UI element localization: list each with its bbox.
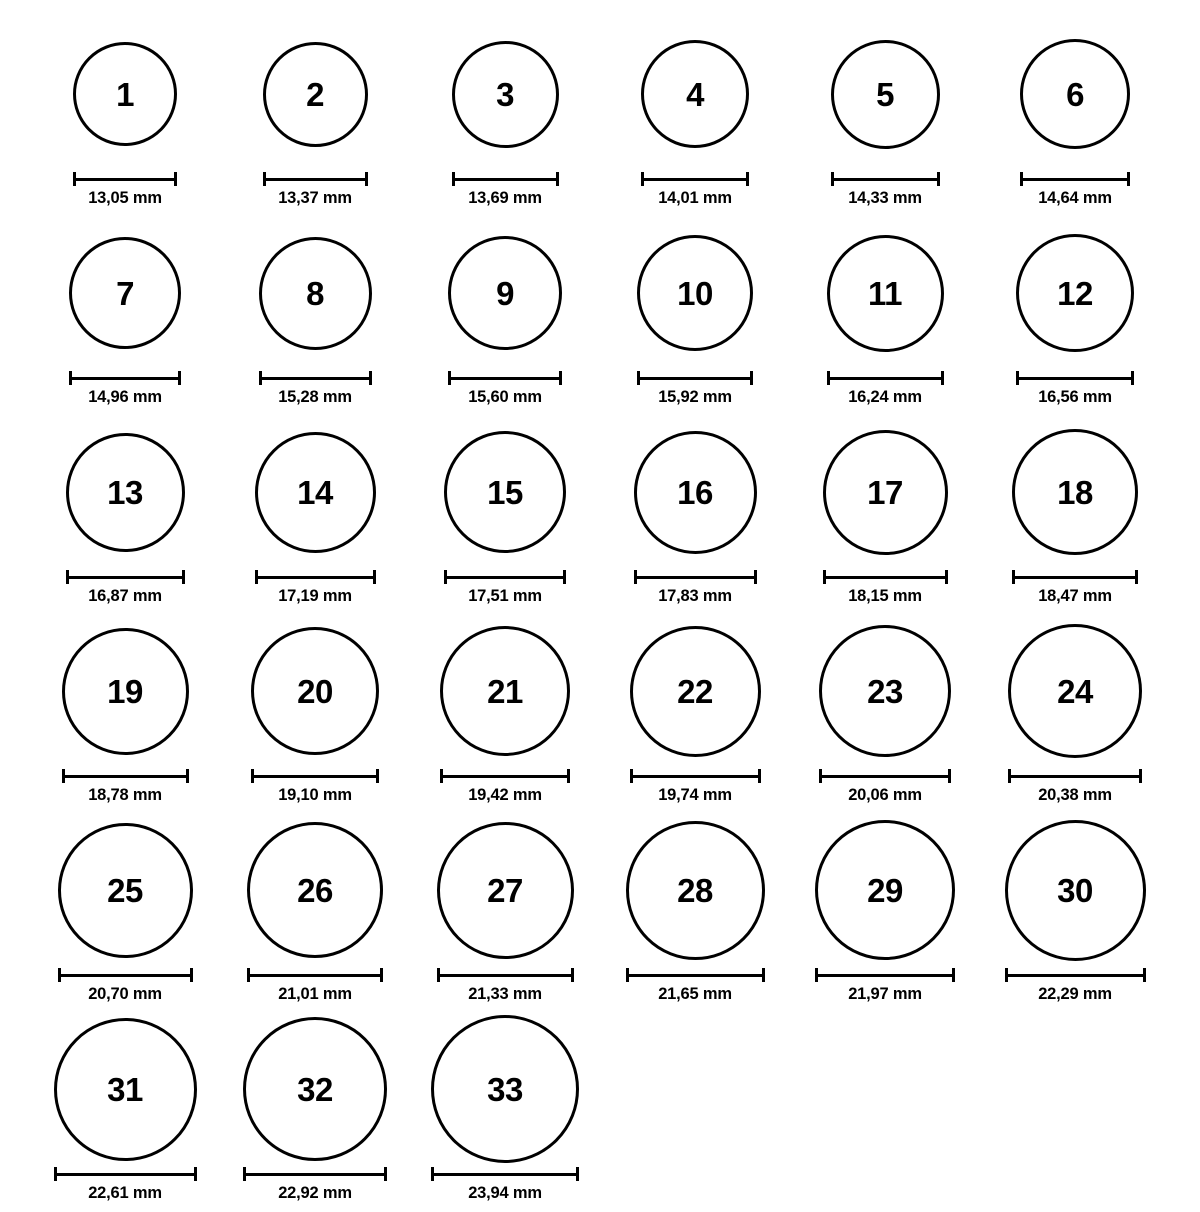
measure-cap-left bbox=[263, 172, 266, 186]
diameter-label: 22,92 mm bbox=[278, 1184, 352, 1202]
diameter-measure-bar bbox=[1020, 172, 1130, 184]
measure-cap-left bbox=[641, 172, 644, 186]
ring-size-number: 32 bbox=[297, 1070, 333, 1108]
ring-size-number: 9 bbox=[496, 274, 514, 312]
diameter-measure-bar bbox=[247, 968, 383, 980]
ring-size-number: 17 bbox=[867, 473, 903, 511]
measure-line bbox=[58, 974, 193, 977]
diameter-measure-bar bbox=[437, 968, 574, 980]
measure-cap-left bbox=[634, 570, 637, 584]
diameter-measure-bar bbox=[444, 570, 566, 582]
ring-size-cell bbox=[410, 615, 600, 814]
measure-line bbox=[1008, 775, 1142, 778]
ring-circle-icon bbox=[827, 235, 944, 352]
ring-size-grid bbox=[30, 18, 1170, 1212]
measure-cap-left bbox=[626, 968, 629, 982]
ring-size-cell bbox=[980, 814, 1170, 1013]
ring-size-cell bbox=[410, 18, 600, 217]
measure-cap-right bbox=[559, 371, 562, 385]
diameter-label: 15,28 mm bbox=[278, 388, 352, 406]
ring-circle-wrapper bbox=[220, 1013, 410, 1165]
ring-circle-wrapper bbox=[980, 615, 1170, 767]
diameter-label: 15,92 mm bbox=[658, 388, 732, 406]
ring-circle-icon bbox=[54, 1018, 197, 1161]
diameter-measure-bar bbox=[815, 968, 955, 980]
measure-cap-right bbox=[750, 371, 753, 385]
ring-circle-icon bbox=[637, 235, 753, 351]
ring-size-number: 20 bbox=[297, 672, 333, 710]
ring-size-cell bbox=[790, 615, 980, 814]
measure-cap-right bbox=[178, 371, 181, 385]
ring-circle-icon bbox=[69, 237, 181, 349]
diameter-measure-bar bbox=[58, 968, 193, 980]
ring-size-number: 6 bbox=[1066, 75, 1084, 113]
diameter-measure-bar bbox=[431, 1167, 579, 1179]
measure-cap-left bbox=[66, 570, 69, 584]
ring-size-number: 3 bbox=[496, 75, 514, 113]
measure-line bbox=[815, 974, 955, 977]
ring-circle-icon bbox=[431, 1015, 579, 1163]
measure-cap-right bbox=[567, 769, 570, 783]
ring-size-number: 4 bbox=[686, 75, 704, 113]
ring-circle-icon bbox=[251, 627, 379, 755]
measure-line bbox=[1016, 377, 1134, 380]
ring-size-number: 31 bbox=[107, 1070, 143, 1108]
measure-cap-left bbox=[827, 371, 830, 385]
ring-circle-wrapper bbox=[980, 416, 1170, 568]
measure-cap-left bbox=[58, 968, 61, 982]
diameter-measure-bar bbox=[1005, 968, 1146, 980]
ring-circle-wrapper bbox=[600, 217, 790, 369]
diameter-measure-bar bbox=[1012, 570, 1138, 582]
measure-cap-right bbox=[1143, 968, 1146, 982]
measure-cap-right bbox=[1135, 570, 1138, 584]
ring-size-cell bbox=[30, 814, 220, 1013]
measure-line bbox=[827, 377, 944, 380]
ring-circle-icon bbox=[243, 1017, 387, 1161]
measure-line bbox=[641, 178, 749, 181]
ring-size-number: 19 bbox=[107, 672, 143, 710]
measure-cap-right bbox=[190, 968, 193, 982]
diameter-measure-bar bbox=[641, 172, 749, 184]
measure-cap-left bbox=[1016, 371, 1019, 385]
measure-line bbox=[66, 576, 185, 579]
ring-size-number: 12 bbox=[1057, 274, 1093, 312]
measure-cap-left bbox=[444, 570, 447, 584]
ring-circle-icon bbox=[630, 626, 761, 757]
diameter-measure-bar bbox=[259, 371, 372, 383]
measure-cap-right bbox=[746, 172, 749, 186]
ring-size-number: 26 bbox=[297, 871, 333, 909]
measure-cap-left bbox=[630, 769, 633, 783]
measure-cap-left bbox=[247, 968, 250, 982]
ring-size-number: 18 bbox=[1057, 473, 1093, 511]
diameter-label: 15,60 mm bbox=[468, 388, 542, 406]
diameter-label: 22,29 mm bbox=[1038, 985, 1112, 1003]
ring-size-number: 10 bbox=[677, 274, 713, 312]
ring-size-cell bbox=[30, 18, 220, 217]
ring-circle-wrapper bbox=[790, 416, 980, 568]
measure-cap-right bbox=[1139, 769, 1142, 783]
measure-line bbox=[452, 178, 559, 181]
measure-cap-right bbox=[758, 769, 761, 783]
measure-cap-left bbox=[62, 769, 65, 783]
ring-circle-icon bbox=[819, 625, 951, 757]
diameter-measure-bar bbox=[827, 371, 944, 383]
ring-size-cell bbox=[980, 18, 1170, 217]
ring-size-number: 27 bbox=[487, 871, 523, 909]
measure-line bbox=[1012, 576, 1138, 579]
measure-cap-left bbox=[831, 172, 834, 186]
diameter-label: 22,61 mm bbox=[88, 1184, 162, 1202]
measure-cap-right bbox=[576, 1167, 579, 1181]
diameter-label: 19,74 mm bbox=[658, 786, 732, 804]
ring-size-number: 30 bbox=[1057, 871, 1093, 909]
measure-cap-right bbox=[1127, 172, 1130, 186]
measure-line bbox=[431, 1173, 579, 1176]
ring-circle-icon bbox=[73, 42, 177, 146]
measure-line bbox=[1005, 974, 1146, 977]
diameter-measure-bar bbox=[69, 371, 181, 383]
measure-cap-left bbox=[448, 371, 451, 385]
measure-cap-right bbox=[369, 371, 372, 385]
ring-circle-wrapper bbox=[980, 814, 1170, 966]
ring-size-number: 14 bbox=[297, 473, 333, 511]
ring-circle-icon bbox=[58, 823, 193, 958]
ring-circle-icon bbox=[452, 41, 559, 148]
measure-cap-right bbox=[384, 1167, 387, 1181]
measure-cap-right bbox=[952, 968, 955, 982]
diameter-measure-bar bbox=[630, 769, 761, 781]
ring-size-cell bbox=[980, 416, 1170, 615]
ring-circle-wrapper bbox=[790, 18, 980, 170]
diameter-label: 17,83 mm bbox=[658, 587, 732, 605]
measure-cap-right bbox=[380, 968, 383, 982]
ring-circle-icon bbox=[1008, 624, 1142, 758]
measure-cap-left bbox=[431, 1167, 434, 1181]
diameter-label: 19,10 mm bbox=[278, 786, 352, 804]
diameter-label: 20,38 mm bbox=[1038, 786, 1112, 804]
ring-circle-icon bbox=[815, 820, 955, 960]
measure-line bbox=[444, 576, 566, 579]
measure-cap-left bbox=[243, 1167, 246, 1181]
diameter-measure-bar bbox=[255, 570, 376, 582]
diameter-measure-bar bbox=[819, 769, 951, 781]
ring-circle-icon bbox=[634, 431, 757, 554]
diameter-measure-bar bbox=[243, 1167, 387, 1179]
ring-circle-wrapper bbox=[30, 814, 220, 966]
ring-circle-icon bbox=[263, 42, 368, 147]
ring-size-cell bbox=[790, 416, 980, 615]
ring-size-cell bbox=[600, 217, 790, 416]
diameter-label: 21,97 mm bbox=[848, 985, 922, 1003]
ring-circle-icon bbox=[1016, 234, 1134, 352]
ring-size-number: 33 bbox=[487, 1070, 523, 1108]
measure-cap-right bbox=[941, 371, 944, 385]
ring-circle-wrapper bbox=[410, 217, 600, 369]
measure-cap-left bbox=[255, 570, 258, 584]
measure-line bbox=[823, 576, 948, 579]
ring-size-cell bbox=[410, 416, 600, 615]
ring-size-cell bbox=[220, 615, 410, 814]
ring-circle-wrapper bbox=[220, 416, 410, 568]
ring-circle-wrapper bbox=[790, 217, 980, 369]
diameter-label: 18,15 mm bbox=[848, 587, 922, 605]
ring-size-cell bbox=[410, 217, 600, 416]
diameter-label: 14,64 mm bbox=[1038, 189, 1112, 207]
measure-cap-left bbox=[819, 769, 822, 783]
diameter-label: 20,06 mm bbox=[848, 786, 922, 804]
diameter-measure-bar bbox=[637, 371, 753, 383]
ring-size-cell bbox=[410, 1013, 600, 1212]
diameter-measure-bar bbox=[73, 172, 177, 184]
diameter-label: 14,96 mm bbox=[88, 388, 162, 406]
diameter-measure-bar bbox=[263, 172, 368, 184]
measure-cap-left bbox=[1020, 172, 1023, 186]
ring-circle-icon bbox=[62, 628, 189, 755]
diameter-label: 21,33 mm bbox=[468, 985, 542, 1003]
measure-line bbox=[440, 775, 570, 778]
ring-circle-icon bbox=[437, 822, 574, 959]
measure-line bbox=[263, 178, 368, 181]
ring-circle-wrapper bbox=[220, 217, 410, 369]
ring-size-cell bbox=[600, 416, 790, 615]
measure-cap-right bbox=[762, 968, 765, 982]
ring-circle-icon bbox=[440, 626, 570, 756]
ring-size-cell bbox=[220, 814, 410, 1013]
measure-cap-left bbox=[815, 968, 818, 982]
diameter-measure-bar bbox=[62, 769, 189, 781]
diameter-label: 14,33 mm bbox=[848, 189, 922, 207]
diameter-label: 17,51 mm bbox=[468, 587, 542, 605]
measure-cap-left bbox=[823, 570, 826, 584]
ring-circle-icon bbox=[448, 236, 562, 350]
ring-circle-wrapper bbox=[220, 814, 410, 966]
measure-cap-right bbox=[937, 172, 940, 186]
ring-circle-icon bbox=[255, 432, 376, 553]
ring-circle-icon bbox=[247, 822, 383, 958]
diameter-label: 16,87 mm bbox=[88, 587, 162, 605]
measure-cap-right bbox=[373, 570, 376, 584]
measure-line bbox=[819, 775, 951, 778]
ring-circle-icon bbox=[1020, 39, 1130, 149]
ring-circle-icon bbox=[444, 431, 566, 553]
ring-size-number: 15 bbox=[487, 473, 523, 511]
ring-size-number: 28 bbox=[677, 871, 713, 909]
measure-line bbox=[62, 775, 189, 778]
diameter-measure-bar bbox=[54, 1167, 197, 1179]
ring-size-cell bbox=[220, 1013, 410, 1212]
measure-cap-right bbox=[376, 769, 379, 783]
ring-size-number: 25 bbox=[107, 871, 143, 909]
measure-cap-right bbox=[365, 172, 368, 186]
ring-size-number: 23 bbox=[867, 672, 903, 710]
measure-cap-left bbox=[1008, 769, 1011, 783]
ring-size-cell bbox=[790, 18, 980, 217]
ring-size-cell bbox=[30, 217, 220, 416]
ring-circle-icon bbox=[831, 40, 940, 149]
ring-circle-wrapper bbox=[600, 615, 790, 767]
ring-circle-wrapper bbox=[410, 1013, 600, 1165]
ring-size-cell bbox=[220, 416, 410, 615]
diameter-label: 16,56 mm bbox=[1038, 388, 1112, 406]
measure-line bbox=[630, 775, 761, 778]
diameter-label: 16,24 mm bbox=[848, 388, 922, 406]
measure-line bbox=[1020, 178, 1130, 181]
ring-circle-wrapper bbox=[410, 416, 600, 568]
diameter-label: 18,47 mm bbox=[1038, 587, 1112, 605]
diameter-label: 23,94 mm bbox=[468, 1184, 542, 1202]
diameter-label: 14,01 mm bbox=[658, 189, 732, 207]
measure-cap-left bbox=[259, 371, 262, 385]
measure-line bbox=[54, 1173, 197, 1176]
measure-line bbox=[437, 974, 574, 977]
measure-cap-left bbox=[637, 371, 640, 385]
ring-size-number: 2 bbox=[306, 75, 324, 113]
measure-line bbox=[448, 377, 562, 380]
ring-size-number: 8 bbox=[306, 274, 324, 312]
ring-size-cell bbox=[600, 615, 790, 814]
ring-circle-wrapper bbox=[30, 1013, 220, 1165]
ring-circle-wrapper bbox=[600, 814, 790, 966]
measure-cap-right bbox=[571, 968, 574, 982]
ring-circle-wrapper bbox=[30, 18, 220, 170]
ring-size-number: 11 bbox=[868, 274, 902, 312]
measure-cap-left bbox=[1005, 968, 1008, 982]
ring-circle-wrapper bbox=[600, 416, 790, 568]
ring-circle-icon bbox=[259, 237, 372, 350]
ring-size-cell bbox=[220, 18, 410, 217]
measure-cap-left bbox=[69, 371, 72, 385]
diameter-label: 18,78 mm bbox=[88, 786, 162, 804]
measure-cap-right bbox=[1131, 371, 1134, 385]
diameter-measure-bar bbox=[634, 570, 757, 582]
measure-cap-right bbox=[194, 1167, 197, 1181]
ring-circle-icon bbox=[823, 430, 948, 555]
ring-size-cell bbox=[790, 217, 980, 416]
diameter-measure-bar bbox=[823, 570, 948, 582]
ring-size-number: 7 bbox=[116, 274, 134, 312]
measure-line bbox=[243, 1173, 387, 1176]
ring-circle-wrapper bbox=[980, 217, 1170, 369]
measure-cap-left bbox=[437, 968, 440, 982]
ring-circle-wrapper bbox=[30, 615, 220, 767]
ring-circle-wrapper bbox=[220, 615, 410, 767]
ring-circle-icon bbox=[1012, 429, 1138, 555]
measure-cap-left bbox=[73, 172, 76, 186]
diameter-measure-bar bbox=[448, 371, 562, 383]
ring-size-cell bbox=[980, 217, 1170, 416]
diameter-label: 21,01 mm bbox=[278, 985, 352, 1003]
diameter-label: 17,19 mm bbox=[278, 587, 352, 605]
measure-line bbox=[69, 377, 181, 380]
ring-circle-wrapper bbox=[410, 615, 600, 767]
measure-line bbox=[634, 576, 757, 579]
measure-line bbox=[73, 178, 177, 181]
ring-size-number: 1 bbox=[116, 75, 134, 113]
ring-circle-icon bbox=[1005, 820, 1146, 961]
diameter-label: 13,37 mm bbox=[278, 189, 352, 207]
ring-size-cell bbox=[600, 814, 790, 1013]
measure-cap-right bbox=[945, 570, 948, 584]
ring-circle-wrapper bbox=[790, 615, 980, 767]
ring-circle-icon bbox=[626, 821, 765, 960]
ring-size-number: 22 bbox=[677, 672, 713, 710]
measure-line bbox=[255, 576, 376, 579]
diameter-measure-bar bbox=[66, 570, 185, 582]
measure-cap-left bbox=[54, 1167, 57, 1181]
diameter-measure-bar bbox=[1008, 769, 1142, 781]
ring-size-cell bbox=[980, 615, 1170, 814]
measure-cap-left bbox=[452, 172, 455, 186]
diameter-label: 20,70 mm bbox=[88, 985, 162, 1003]
ring-size-number: 16 bbox=[677, 473, 713, 511]
measure-cap-right bbox=[556, 172, 559, 186]
measure-line bbox=[259, 377, 372, 380]
measure-cap-right bbox=[174, 172, 177, 186]
diameter-measure-bar bbox=[626, 968, 765, 980]
diameter-label: 13,05 mm bbox=[88, 189, 162, 207]
ring-circle-icon bbox=[641, 40, 749, 148]
ring-size-number: 24 bbox=[1057, 672, 1093, 710]
measure-line bbox=[831, 178, 940, 181]
diameter-measure-bar bbox=[1016, 371, 1134, 383]
ring-circle-wrapper bbox=[980, 18, 1170, 170]
diameter-label: 13,69 mm bbox=[468, 189, 542, 207]
diameter-label: 21,65 mm bbox=[658, 985, 732, 1003]
ring-size-cell bbox=[600, 18, 790, 217]
diameter-measure-bar bbox=[452, 172, 559, 184]
ring-size-number: 5 bbox=[876, 75, 894, 113]
ring-circle-wrapper bbox=[30, 217, 220, 369]
ring-circle-wrapper bbox=[410, 18, 600, 170]
ring-size-cell bbox=[410, 814, 600, 1013]
ring-size-cell bbox=[30, 1013, 220, 1212]
diameter-measure-bar bbox=[251, 769, 379, 781]
measure-cap-left bbox=[1012, 570, 1015, 584]
ring-size-cell bbox=[30, 416, 220, 615]
measure-cap-left bbox=[251, 769, 254, 783]
ring-circle-icon bbox=[66, 433, 185, 552]
measure-line bbox=[251, 775, 379, 778]
ring-circle-wrapper bbox=[790, 814, 980, 966]
measure-cap-right bbox=[948, 769, 951, 783]
ring-circle-wrapper bbox=[600, 18, 790, 170]
ring-size-cell bbox=[30, 615, 220, 814]
diameter-label: 19,42 mm bbox=[468, 786, 542, 804]
diameter-measure-bar bbox=[831, 172, 940, 184]
ring-size-number: 29 bbox=[867, 871, 903, 909]
ring-circle-wrapper bbox=[30, 416, 220, 568]
ring-size-cell bbox=[790, 814, 980, 1013]
measure-cap-right bbox=[182, 570, 185, 584]
measure-cap-right bbox=[563, 570, 566, 584]
ring-size-number: 21 bbox=[487, 672, 523, 710]
measure-cap-right bbox=[754, 570, 757, 584]
measure-line bbox=[247, 974, 383, 977]
measure-line bbox=[626, 974, 765, 977]
measure-line bbox=[637, 377, 753, 380]
measure-cap-left bbox=[440, 769, 443, 783]
ring-size-cell bbox=[220, 217, 410, 416]
diameter-measure-bar bbox=[440, 769, 570, 781]
measure-cap-right bbox=[186, 769, 189, 783]
ring-circle-wrapper bbox=[220, 18, 410, 170]
ring-size-number: 13 bbox=[107, 473, 143, 511]
ring-circle-wrapper bbox=[410, 814, 600, 966]
